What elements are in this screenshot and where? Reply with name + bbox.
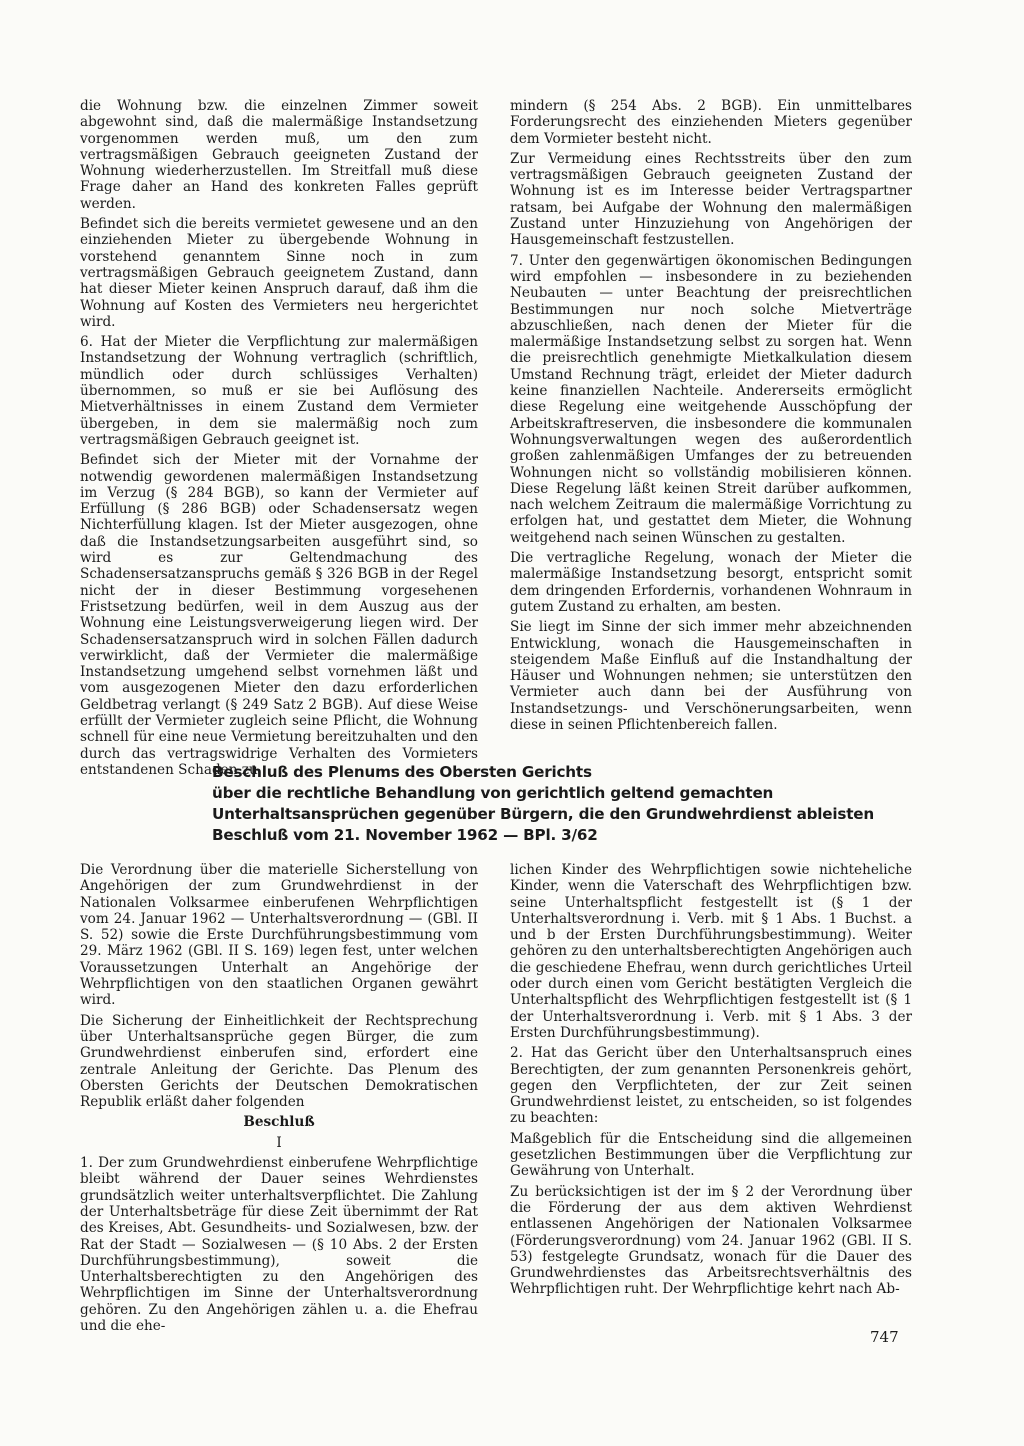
paragraph: Sie liegt im Sinne der sich immer mehr abzeichnenden Entwicklung, wonach die Hausgemeinschaften in steigendem Maße Einfluß auf die Instandhaltung der Häuser und Wohnungen nehmen; sie unterstützen den Vermieter auch dann bei der Ausführung von Instandsetzungs- und Verschönerungsarbeiten, wenn diese in seinen Pflichtenbereich fallen. (510, 619, 912, 733)
decision-heading (212, 762, 912, 846)
section-subhead: Beschluß (243, 1114, 315, 1131)
paragraph: mindern (§ 254 Abs. 2 BGB). Ein unmittelbares Forderungsrecht des einziehenden Mieters gegenüber dem Vormieter besteht nicht. (510, 98, 912, 147)
paragraph: 6. Hat der Mieter die Verpflichtung zur malermäßigen Instandsetzung der Wohnung vertraglich (schriftlich, mündlich oder durch schlüssiges Verhalten) übernommen, so muß er sie bei Auflösung des Mietverhältnisses in einem Zustand dem Vermieter übergeben, in dem sie malermäßig noch zum vertragsmäßigen Gebrauch geeignet ist. (80, 334, 478, 448)
bottom-left-column (80, 862, 478, 1335)
paragraph: Maßgeblich für die Entscheidung sind die allgemeinen gesetzlichen Bestimmungen über die Verpflichtung zur Gewährung von Unterhalt. (510, 1130, 912, 1180)
bottom-right-column (510, 862, 912, 1312)
roman-numeral: I (276, 1134, 282, 1151)
heading-line: Beschluß des Plenums des Obersten Gerichts (212, 763, 592, 781)
paragraph: Die vertragliche Regelung, wonach der Mieter die malermäßige Instandsetzung besorgt, entspricht somit dem dringenden Erfordernis, vorhandenen Wohnraum in gutem Zustand zu erhalten, am besten. (510, 550, 912, 615)
paragraph: Befindet sich die bereits vermietet gewesene und an den einziehenden Mieter zu übergebende Wohnung in vorstehend genanntem Sinne noch in zum vertragsmäßigen Gebrauch geeignetem Zustand, dann hat dieser Mieter keinen Anspruch darauf, daß ihm die Wohnung auf Kosten des Vermieters neu hergerichtet wird. (80, 216, 478, 330)
paragraph: Die Verordnung über die materielle Sicherstellung von Angehörigen der zum Grundwehrdienst in der Nationalen Volksarmee einberufenen Wehrpflichtigen vom 24. Januar 1962 — Unterhaltsverordnung — (GBl. II S. 52) sowie die Erste Durchführungsbestimmung vom 29. März 1962 (GBl. II S. 169) legen fest, unter welchen Voraussetzungen Unterhalt an Angehörige der Wehrpflichtigen von den staatlichen Organen gewährt wird. (80, 862, 478, 1009)
paragraph: 1. Der zum Grundwehrdienst einberufene Wehrpflichtige bleibt während der Dauer seines Wehrdienstes grundsätzlich weiter unterhaltsverpflichtet. Die Zahlung der Unterhaltsbeträge für diese Zeit übernimmt der Rat des Kreises, Abt. Gesundheits- und Sozialwesen, bzw. der Rat der Stadt — Sozialwesen — (§ 10 Abs. 2 der Ersten Durchführungsbestimmung), soweit die Unterhaltsberechtigten zu den Angehörigen des Wehrpflichtigen im Sinne der Unterhaltsverordnung gehören. Zu den Angehörigen zählen u. a. die Ehefrau und die ehe- (80, 1155, 478, 1335)
page-number: 747 (870, 1328, 899, 1346)
paragraph: die Wohnung bzw. die einzelnen Zimmer soweit abgewohnt sind, daß die malermäßige Instandsetzung vorgenommen werden muß, um den zum vertragsmäßigen Gebrauch geeigneten Zustand der Wohnung wiederherzustellen. Im Streitfall muß diese Frage daher an Hand des konkreten Falles geprüft werden. (80, 98, 478, 212)
heading-line: Unterhaltsansprüchen gegenüber Bürgern, die den Grundwehrdienst ableisten (212, 805, 875, 823)
paragraph: Zur Vermeidung eines Rechtsstreits über den zum vertragsmäßigen Gebrauch geeigneten Zustand der Wohnung ist es im Interesse beider Vertragspartner ratsam, bei Aufgabe der Wohnung den malermäßigen Zustand unter Hinzuziehung von Angehörigen der Hausgemeinschaft festzustellen. (510, 150, 912, 249)
heading-line: über die rechtliche Behandlung von gerichtlich geltend gemachten (212, 784, 774, 802)
paragraph: Zu berücksichtigen ist der im § 2 der Verordnung über die Förderung der aus dem aktiven Wehrdienst entlassenen Angehörigen der Nationalen Volksarmee (Förderungsverordnung) vom 24. Januar 1962 (GBl. II S. 53) festgelegte Grundsatz, wonach für die Dauer des Grundwehrdienstes das Arbeitsrechtsverhältnis des Wehrpflichtigen ruht. Der Wehrpflichtige kehrt nach Ab- (510, 1183, 912, 1298)
heading-date-line: Beschluß vom 21. November 1962 — BPl. 3/62 (212, 826, 598, 844)
paragraph: 7. Unter den gegenwärtigen ökonomischen Bedingungen wird empfohlen — insbesondere in zu beziehenden Neubauten — unter Beachtung der preisrechtlichen Bestimmungen nur noch solche Mietverträge abzuschließen, nach denen der Mieter für die malermäßige Instandsetzung selbst zu sorgen hat. Wenn die preisrechtlich genehmigte Mietkalkulation diesem Umstand Rechnung trägt, erleidet der Mieter dadurch keine finanziellen Nachteile. Andererseits ermöglicht diese Regelung eine weitgehende Ausschöpfung der Arbeitskraftreserven, die insbesondere die kommunalen Wohnungsverwaltungen wegen des außerordentlich großen zahlenmäßigen Umfanges der zu betreuenden Wohnungen nicht so vollständig mobilisieren können. Diese Regelung läßt keinen Streit darüber aufkommen, nach welchem Zeitraum die malermäßige Vorrichtung zu erfolgen hat, und gestattet dem Mieter, die Wohnung weitgehend nach seinen Wünschen zu gestalten. (510, 252, 912, 546)
paragraph: Die Sicherung der Einheitlichkeit der Rechtsprechung über Unterhaltsansprüche gegen Bürger, die zum Grundwehrdienst einberufen sind, erfordert eine zentrale Anleitung der Gerichte. Das Plenum des Obersten Gerichts der Deutschen Demokratischen Republik erläßt daher folgenden (80, 1012, 478, 1111)
paragraph: Befindet sich der Mieter mit der Vornahme der notwendig gewordenen malermäßigen Instandsetzung im Verzug (§ 284 BGB), so kann der Vermieter auf Erfüllung (§ 286 BGB) oder Schadensersatz wegen Nichterfüllung klagen. Ist der Mieter ausgezogen, ohne daß die Instandsetzungsarbeiten ausgeführt sind, so wird es zur Geltendmachung des Schadensersatzanspruchs gemäß § 326 BGB in der Regel nicht der in dieser Bestimmung vorgesehenen Fristsetzung bedürfen, weil in dem Auszug aus der Wohnung eine Leistungsverweigerung liegen wird. Der Schadensersatzanspruch wird in solchen Fällen dadurch verwirklicht, daß der Vermieter die malermäßige Instandsetzung umgehend selbst vornehmen läßt und vom ausgezogenen Mieter den dazu erforderlichen Geldbetrag verlangt (§ 249 Satz 2 BGB). Auf diese Weise erfüllt der Vermieter zugleich seine Pflicht, die Wohnung schnell für eine neue Vermietung bereitzuhalten und den durch das vertragswidrige Verhalten des Vormieters entstandenen Schaden zu (80, 452, 478, 778)
paragraph: 2. Hat das Gericht über den Unterhaltsanspruch eines Berechtigten, der zum genannten Personenkreis gehört, gegen den Verpflichteten, der zur Zeit seinen Grundwehrdienst leistet, zu entscheiden, so ist folgendes zu beachten: (510, 1045, 912, 1127)
top-right-column (510, 98, 912, 738)
paragraph: lichen Kinder des Wehrpflichtigen sowie nichteheliche Kinder, wenn die Vaterschaft des Wehrpflichtigen bzw. seine Unterhaltspflicht festgestellt ist (§ 1 der Unterhaltsverordnung i. Verb. mit § 1 Abs. 1 Buchst. a und b der Ersten Durchführungsbestimmung). Weiter gehören zu den unterhaltsberechtigten Angehörigen auch die geschiedene Ehefrau, wenn durch gerichtliches Urteil oder durch einen vom Gericht bestätigten Vergleich die Unterhaltspflicht des Wehrpflichtigen festgestellt ist (§ 1 der Unterhaltsverordnung i. Verb. mit § 1 Abs. 3 der Ersten Durchführungsbestimmung). (510, 862, 912, 1041)
